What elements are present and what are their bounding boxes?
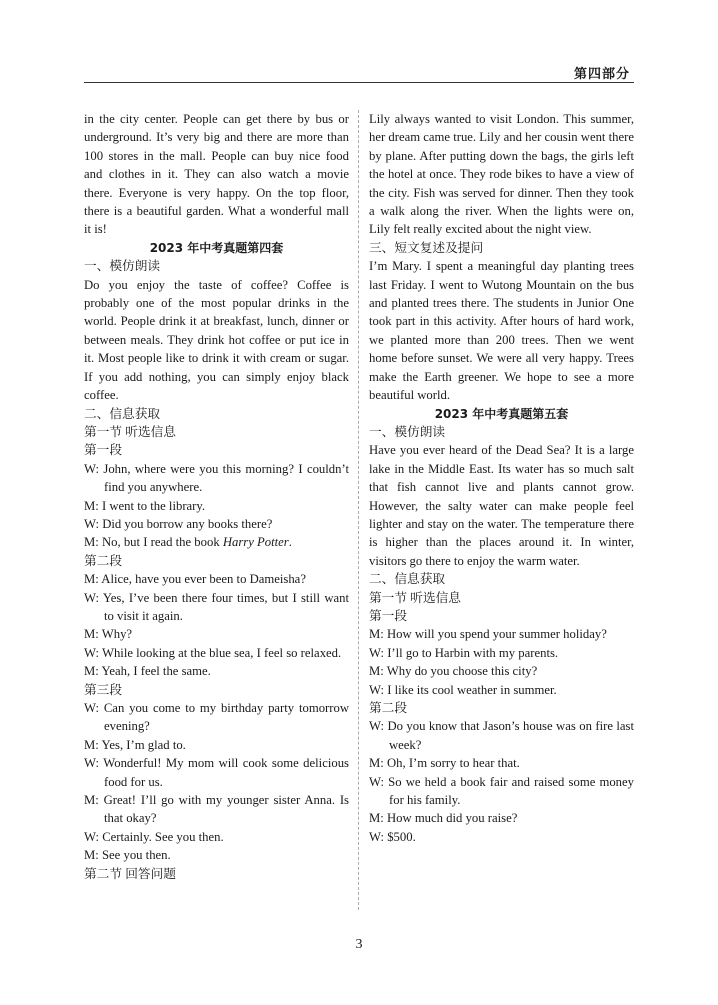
dialogue-line: W: While looking at the blue sea, I feel so relaxed. [84, 645, 342, 660]
dialogue-line: M: See you then. [84, 848, 171, 863]
dialogue-line: W: So we held a book fair and raised some money for his family. [369, 774, 634, 808]
dialogue-text: M: No, but I read the book [84, 535, 223, 550]
dialogue-line: W: $500. [369, 829, 416, 844]
dialogue-line: M: How much did you raise? [369, 811, 518, 826]
dialogue-line: M: Oh, I’m sorry to hear that. [369, 756, 520, 771]
page-number: 3 [355, 937, 363, 952]
section-imitate-reading: 一、模仿朗读 [369, 424, 446, 439]
dialogue-line: W: Can you come to my birthday party tomorrow evening? [84, 701, 349, 734]
passage-mall: in the city center. People can get there by bus or underground. It’s very big and there are more than 100 stores in the mall. People can buy nice food and clothes in it. They can also watch a movie there. Everyone is very happy. On the top floor, there is a beautiful garden. What a wonderful mall it is! [84, 112, 349, 237]
dialogue-line: M: Yeah, I feel the same. [84, 664, 211, 679]
column-divider [358, 110, 359, 910]
dialogue-line: W: John, where were you this morning? I couldn’t find you anywhere. [84, 461, 349, 495]
section-info-acquisition: 二、信息获取 [84, 406, 161, 421]
left-column [84, 110, 349, 883]
dialogue-line: W: Did you borrow any books there? [84, 516, 273, 531]
passage-coffee: Do you enjoy the taste of coffee? Coffee is probably one of the most popular drinks in the world. People drink it at breakfast, lunch, dinner or between meals. They drink hot coffee or put ice in it. Most people like to drink it with cream or sugar. If you add nothing, you can simply enjoy black coffee. [84, 277, 349, 403]
segment-label: 第一段 [84, 443, 123, 458]
segment-label: 第一段 [369, 608, 408, 623]
dialogue-line: M: Yes, I’m glad to. [84, 737, 186, 752]
dialogue-line: M: I went to the library. [84, 498, 206, 513]
dialogue-line: W: Wonderful! My mom will cook some delicious food for us. [84, 756, 349, 789]
subsection-listen-select: 第一节 听选信息 [84, 424, 176, 439]
dialogue-line: W: Yes, I’ve been there four times, but I still want to visit it again. [84, 590, 349, 623]
dialogue-line: M: Why? [84, 627, 133, 642]
book-title: Harry Potter [222, 535, 289, 550]
subsection-listen-select: 第一节 听选信息 [369, 590, 461, 605]
passage-planting-trees: I’m Mary. I spent a meaningful day planting trees last Friday. I went to Wutong Mountain on the bus and planted trees there. The students in Junior One took part in this activity. After hours of hard work, we planted more than 200 trees. Then we went home before sunset. We were all very happy. Trees make the Earth greener. We hope to see a more beautiful world. [369, 259, 634, 403]
set-four-heading: 2023 年中考真题第四套 [149, 240, 284, 255]
dialogue-line: M: Why do you choose this city? [369, 664, 538, 679]
dialogue-line: W: I’ll go to Harbin with my parents. [369, 645, 559, 660]
set-five-heading: 2023 年中考真题第五套 [434, 406, 569, 421]
segment-label: 第二段 [84, 553, 123, 568]
dialogue-line: W: I like its cool weather in summer. [369, 682, 557, 697]
segment-label: 第二段 [369, 701, 408, 715]
passage-london: Lily always wanted to visit London. This summer, her dream came true. Lily and her cousin went there by plane. After putting down the bags, the girls left the hotel at once. They rode bikes to have a view of the city. Fish was served for dinner. Then they took a walk along the river. When the lights were on, Lily felt really excited about the night view. [369, 112, 634, 237]
dialogue-line [84, 533, 349, 551]
section-info-acquisition: 二、信息获取 [369, 572, 446, 587]
dialogue-line: W: Do you know that Jason’s house was on fire last week? [369, 719, 634, 752]
dialogue-line: M: Great! I’ll go with my younger sister Anna. Is that okay? [84, 793, 349, 826]
dialogue-line: W: Certainly. See you then. [84, 829, 224, 844]
segment-label: 第三段 [84, 682, 123, 697]
header-rule [84, 82, 634, 83]
subsection-answer-questions: 第二节 回答问题 [84, 866, 176, 881]
section-imitate-reading: 一、模仿朗读 [84, 259, 161, 274]
section-header: 第四部分 [573, 67, 630, 82]
section-retell-and-ask: 三、短文复述及提问 [369, 240, 484, 255]
dialogue-text: . [288, 535, 292, 550]
passage-dead-sea: Have you ever heard of the Dead Sea? It is a large lake in the Middle East. Its water has so much salt that fish cannot live and plants cannot grow. However, the salty water can make people feel lighter and stay on the water. The temperature there is higher than the places around it. In winter, visitors go there to enjoy the warm water. [369, 443, 634, 568]
right-column [369, 110, 634, 846]
dialogue-line: M: How will you spend your summer holiday? [369, 627, 607, 642]
dialogue-line: M: Alice, have you ever been to Dameisha? [84, 572, 306, 587]
